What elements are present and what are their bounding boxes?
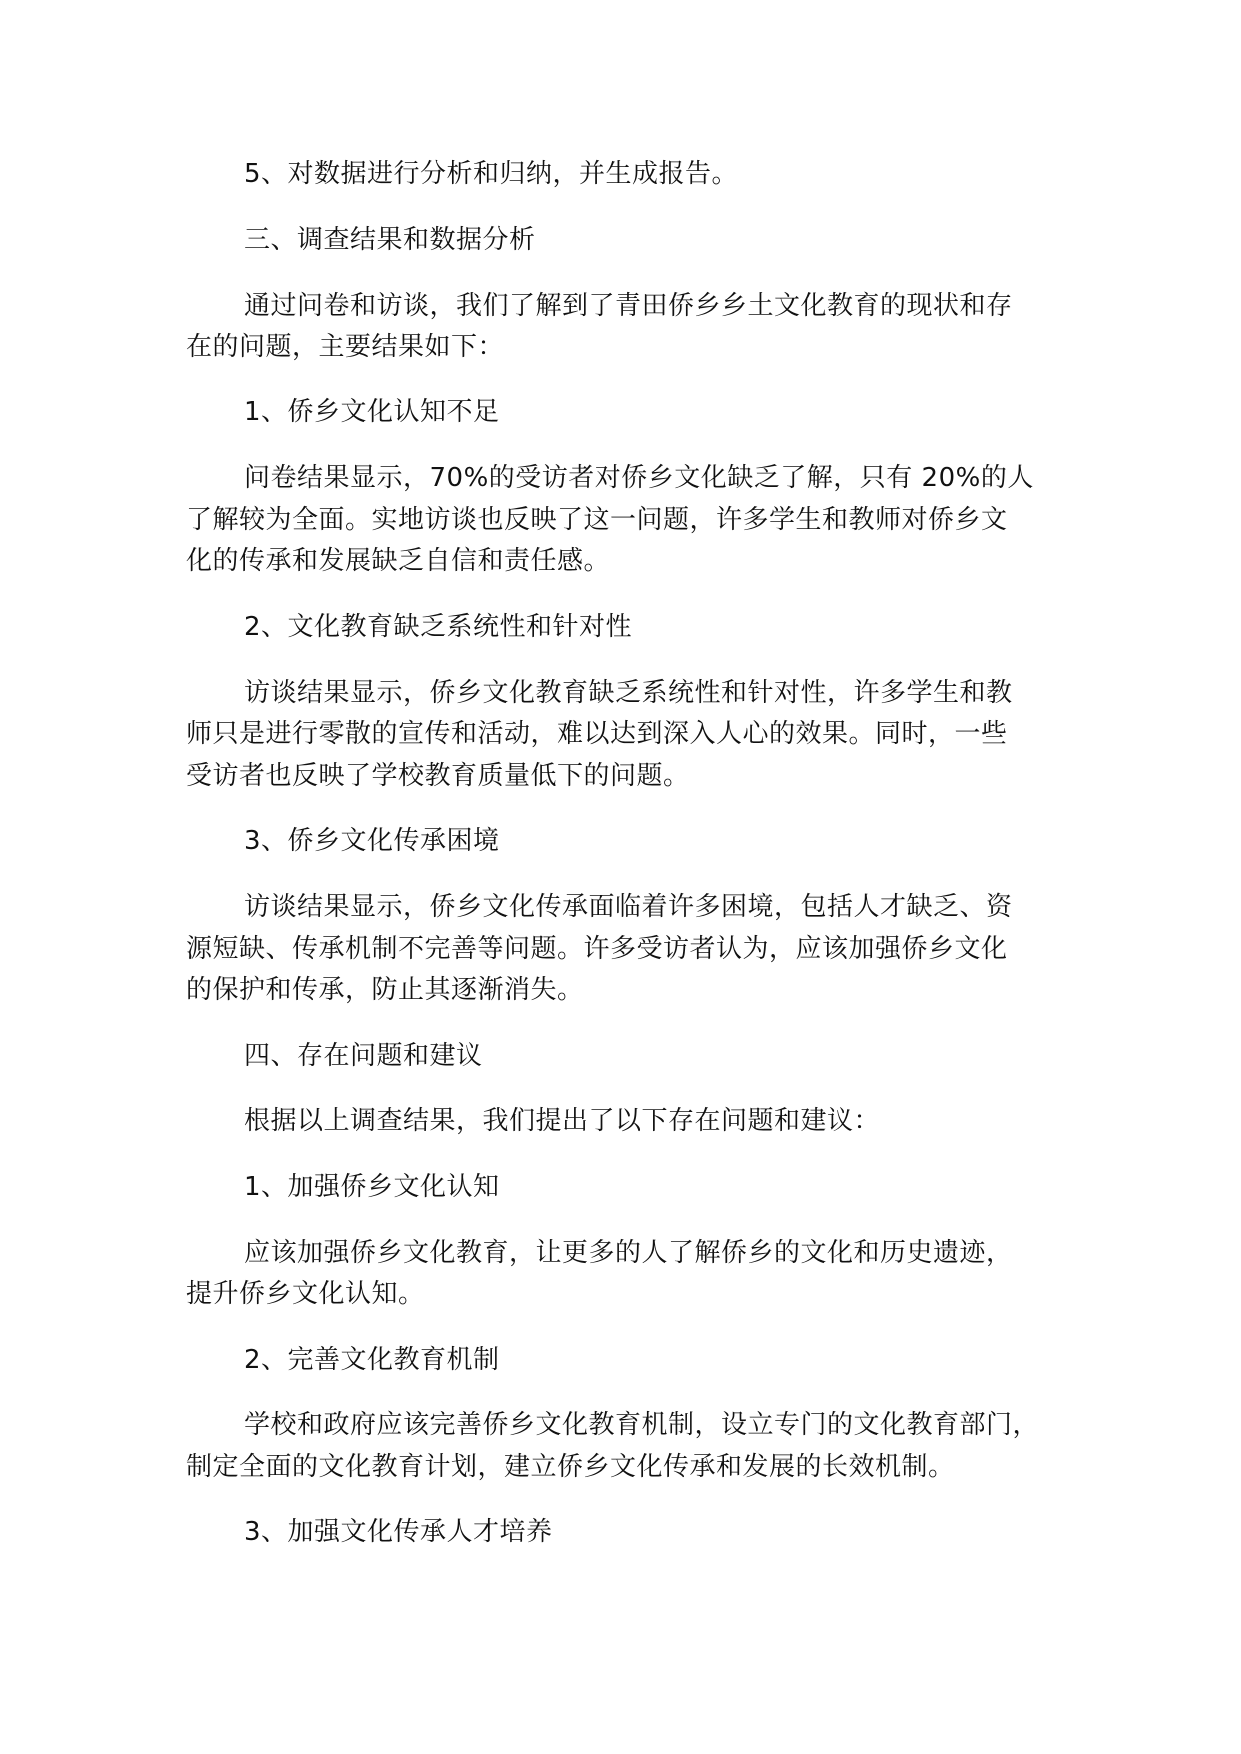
paragraph-line: 应该加强侨乡文化教育，让更多的人了解侨乡的文化和历史遗迹， [244,1238,1013,1268]
paragraph-line: 制定全面的文化教育计划，建立侨乡文化传承和发展的长效机制。 [186,1452,955,1482]
paragraph-line: 受访者也反映了学校教育质量低下的问题。 [186,761,690,791]
paragraph-line: 了解较为全面。实地访谈也反映了这一问题，许多学生和教师对侨乡文 [186,505,1008,535]
subheading-mechanism: 2、完善文化教育机制 [244,1345,500,1375]
subheading-cognition: 1、侨乡文化认知不足 [244,397,500,427]
list-item-5-report: 5、对数据进行分析和归纳，并生成报告。 [244,159,739,189]
paragraph-line: 根据以上调查结果，我们提出了以下存在问题和建议： [244,1106,881,1136]
paragraph-line: 问卷结果显示，70%的受访者对侨乡文化缺乏了解，只有 20%的人 [244,463,1034,493]
section-heading-suggestions: 四、存在问题和建议 [244,1041,483,1071]
section-heading-results: 三、调查结果和数据分析 [244,225,536,255]
paragraph-line: 访谈结果显示，侨乡文化教育缺乏系统性和针对性，许多学生和教 [244,678,1013,708]
paragraph-line: 化的传承和发展缺乏自信和责任感。 [186,546,611,576]
subheading-education: 2、文化教育缺乏系统性和针对性 [244,612,633,642]
paragraph-line: 通过问卷和访谈，我们了解到了青田侨乡乡土文化教育的现状和存 [244,291,1013,321]
paragraph-line: 师只是进行零散的宣传和活动，难以达到深入人心的效果。同时，一些 [186,719,1008,749]
paragraph-line: 提升侨乡文化认知。 [186,1279,425,1309]
paragraph-line: 学校和政府应该完善侨乡文化教育机制，设立专门的文化教育部门， [244,1410,1040,1440]
subheading-strengthen-cognition: 1、加强侨乡文化认知 [244,1172,500,1202]
paragraph-line: 的保护和传承，防止其逐渐消失。 [186,975,584,1005]
paragraph-line: 源短缺、传承机制不完善等问题。许多受访者认为，应该加强侨乡文化 [186,934,1008,964]
subheading-talent: 3、加强文化传承人才培养 [244,1517,553,1547]
paragraph-line: 访谈结果显示，侨乡文化传承面临着许多困境，包括人才缺乏、资 [244,892,1013,922]
paragraph-line: 在的问题，主要结果如下： [186,332,505,362]
subheading-inheritance: 3、侨乡文化传承困境 [244,826,500,856]
